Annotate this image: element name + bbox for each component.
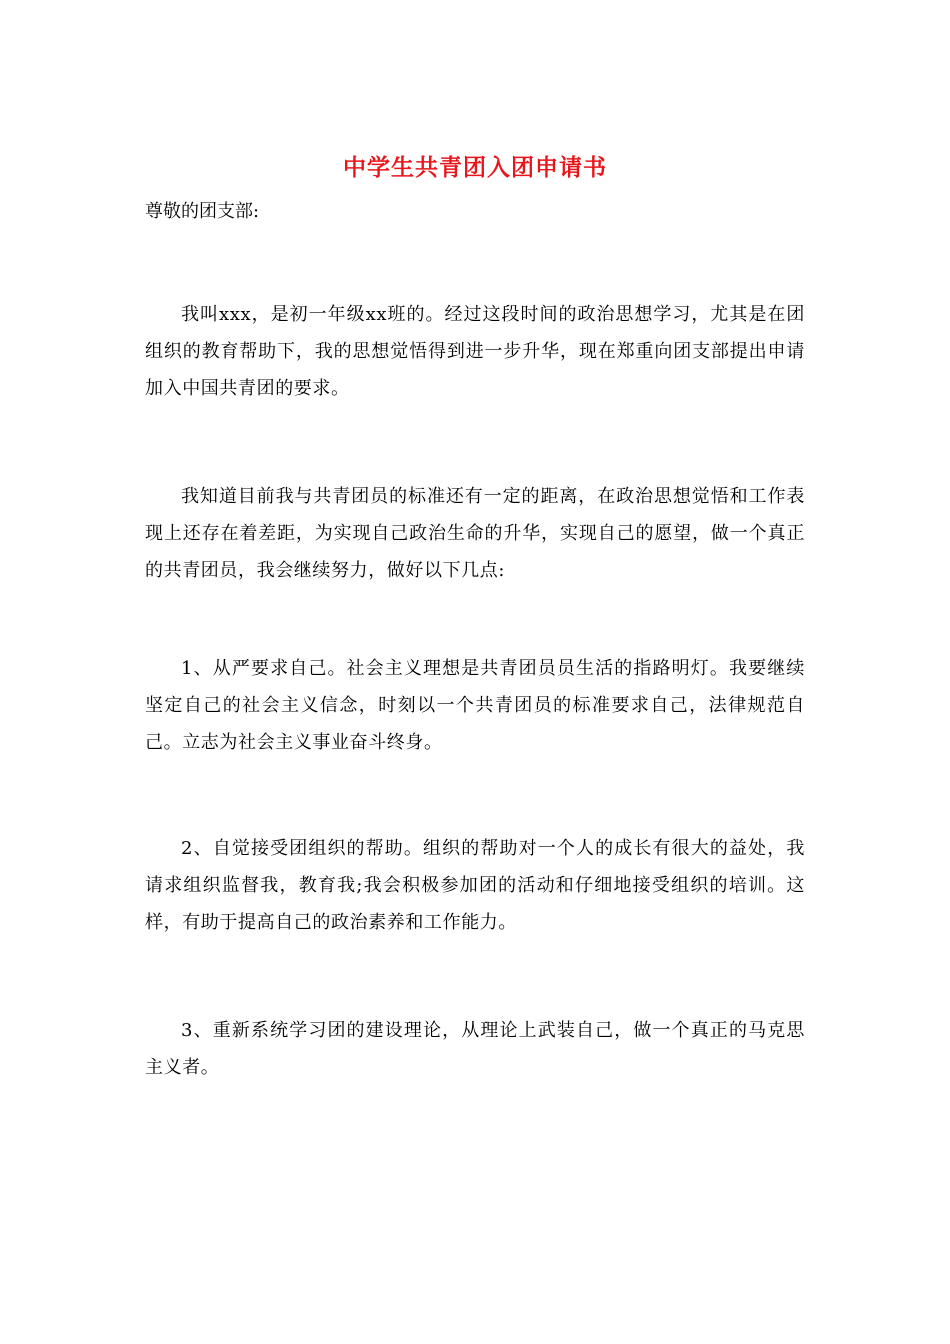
salutation: 尊敬的团支部: — [145, 201, 260, 222]
paragraph-point-3: 3、重新系统学习团的建设理论，从理论上武装自己，做一个真正的马克思主义者。 — [145, 1020, 805, 1078]
paragraph-intro: 我叫xxx，是初一年级xx班的。经过这段时间的政治思想学习，尤其是在团组织的教育帮助下，我的思想觉悟得到进一步升华，现在郑重向团支部提出申请加入中国共青团的要求。 — [145, 304, 805, 399]
document-title: 中学生共青团入团申请书 — [343, 154, 607, 181]
paragraph-point-2: 2、自觉接受团组织的帮助。组织的帮助对一个人的成长有很大的益处，我请求组织监督我，教育我;我会积极参加团的活动和仔细地接受组织的培训。这样，有助于提高自己的政治素养和工作能力。 — [145, 838, 805, 933]
paragraph-commitment: 我知道目前我与共青团员的标准还有一定的距离，在政治思想觉悟和工作表现上还存在着差距，为实现自己政治生命的升华，实现自己的愿望，做一个真正的共青团员，我会继续努力，做好以下几点: — [145, 486, 805, 581]
paragraph-point-1: 1、从严要求自己。社会主义理想是共青团员员生活的指路明灯。我要继续坚定自己的社会主义信念，时刻以一个共青团员的标准要求自己，法律规范自己。立志为社会主义事业奋斗终身。 — [145, 658, 805, 753]
